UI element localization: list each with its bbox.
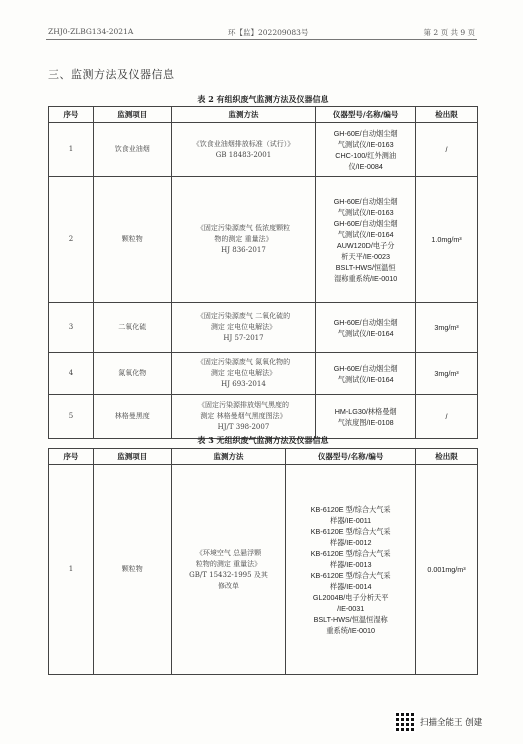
monitoring-item: 饮食业油烟 [93,123,171,177]
detection-limit: 1.0mg/m³ [416,177,478,303]
monitoring-item: 林格曼黑度 [93,395,171,439]
instrument-info [316,353,416,395]
instrument-info [316,395,416,439]
instrument-info-line: 重系统/IE-0010 [326,625,376,635]
table2-caption: 表 2 有组织废气监测方法及仪器信息 [197,94,329,104]
monitoring-method [171,123,316,177]
table-row [49,465,478,675]
instrument-info-line: BSLT-HWS/恒温恒 [335,262,396,272]
monitoring-method-line: 测定 林格曼烟气黑度图法》 [200,412,287,420]
monitoring-method-line: 粒物的测定 重量法》 [195,559,262,568]
instrument-info-line: GL2004B/电子分析天平 [312,592,389,602]
page-counter: 第 2 页 共 9 页 [423,28,475,37]
instrument-info-line: /IE-0031 [337,603,365,613]
detection-limit: / [416,123,478,177]
instrument-info-line: 析天平/IE-0023 [341,251,391,261]
monitoring-method-line: 《饮食业油烟排放标准（试行）》 [192,139,295,148]
report-number: ZHJ0-ZLBG134-2021A [48,27,134,36]
row-number: 5 [49,395,94,439]
instrument-info-line: 气测试仪/IE-0163 [337,207,394,217]
table2 [48,106,478,439]
monitoring-method [171,303,316,353]
row-number: 4 [49,353,94,395]
monitoring-method-line: 《固定污染源排放烟气黑度的 [197,401,289,409]
instrument-info-line: BSLT-HWS/恒温恒湿称 [313,614,388,624]
monitoring-method-line: 《固定污染源废气 氮氧化物的 [196,358,291,366]
page-header [48,27,475,39]
detection-limit: 3mg/m³ [416,303,478,353]
table-row [49,395,478,439]
instrument-info-line: 湿称重系统/IE-0010 [334,273,398,283]
column-header: 监测方法 [171,107,316,123]
monitoring-method-line: HJ 836-2017 [221,246,266,254]
document-code: 环【监】202209083号 [228,28,309,37]
column-header: 检出限 [416,107,478,123]
column-header: 仪器型号/名称/编号 [286,449,416,465]
instrument-info-line: AUW120D/电子分 [336,240,395,250]
column-header: 监测项目 [93,449,171,465]
instrument-info-line: 样器/IE-0012 [329,537,372,547]
monitoring-method-line: 物的测定 重量法》 [214,235,273,243]
monitoring-method-line: GB/T 15432-1995 及其 [189,570,268,579]
instrument-info-line: CHC-100/红外测油 [335,150,397,160]
instrument-info-line: GH-60E/自动烟尘烟 [333,218,398,228]
instrument-info [316,177,416,303]
instrument-info-line: 气浓度图/IE-0108 [337,417,394,427]
monitoring-method [171,465,286,675]
instrument-info-line: 仪/IE-0084 [348,161,383,171]
row-number: 1 [49,465,94,675]
instrument-info-line: KB-6120E 型/综合大气采 [310,548,391,558]
monitoring-method-line: 修改单 [217,581,239,590]
monitoring-method-line: 测定 定电位电解法》 [210,369,277,377]
instrument-info-line: GH-60E/自动烟尘烟 [333,196,398,206]
monitoring-method-line: 《固定污染源废气 低浓度颗粒 [196,224,291,232]
monitoring-method-line: 《固定污染源废气 二氧化硫的 [196,312,291,320]
instrument-info [316,123,416,177]
monitoring-item: 颗粒物 [93,177,171,303]
table3 [48,448,478,675]
monitoring-method-line: 《环境空气 总悬浮颗 [195,548,262,557]
table2-header-row [49,107,478,123]
monitoring-method [171,177,316,303]
monitoring-item: 二氧化硫 [93,303,171,353]
table-row [49,353,478,395]
instrument-info-line: 气测试仪/IE-0164 [337,328,394,338]
column-header: 监测方法 [171,449,286,465]
instrument-info-line: GH-60E/自动烟尘烟 [333,317,398,327]
instrument-info-line: 气测试仪/IE-0164 [337,374,394,384]
instrument-info-line: 气测试仪/IE-0164 [337,229,394,239]
instrument-info-line: 气测试仪/IE-0163 [337,139,394,149]
column-header: 检出限 [416,449,478,465]
column-header: 仪器型号/名称/编号 [316,107,416,123]
column-header: 监测项目 [93,107,171,123]
instrument-info-line: 样器/IE-0013 [329,559,372,569]
table-row [49,123,478,177]
table3-header-row [49,449,478,465]
column-header: 序号 [49,449,94,465]
table3-caption: 表 3 无组织废气监测方法及仪器信息 [197,435,329,445]
monitoring-method-line: HJ/T 398-2007 [217,423,270,431]
monitoring-method-line: 测定 定电位电解法》 [210,323,277,331]
instrument-info-line: KB-6120E 型/综合大气采 [310,526,391,536]
table-row [49,303,478,353]
table-row [49,177,478,303]
monitoring-method-line: HJ 693-2014 [221,380,266,388]
column-header: 序号 [49,107,94,123]
monitoring-method-line: GB 18483-2001 [215,150,272,159]
monitoring-item: 颗粒物 [93,465,171,675]
row-number: 1 [49,123,94,177]
qr-code-icon [394,711,416,733]
row-number: 3 [49,303,94,353]
monitoring-method [171,353,316,395]
instrument-info-line: KB-6120E 型/综合大气采 [310,504,391,514]
instrument-info-line: 样器/IE-0011 [330,515,372,525]
monitoring-method-line: HJ 57-2017 [223,334,264,342]
header-divider [46,39,477,40]
instrument-info [316,303,416,353]
detection-limit: 3mg/m³ [416,353,478,395]
instrument-info-line: GH-60E/自动烟尘烟 [333,363,398,373]
instrument-info-line: GH-60E/自动烟尘烟 [333,128,398,138]
instrument-info-line: KB-6120E 型/综合大气采 [310,570,391,580]
instrument-info-line: 样器/IE-0014 [329,581,372,591]
row-number: 2 [49,177,94,303]
scanner-watermark: 扫描全能王 创建 [420,718,483,728]
monitoring-item: 氮氧化物 [93,353,171,395]
monitoring-method [171,395,316,439]
detection-limit: / [416,395,478,439]
instrument-info [286,465,416,675]
section-title: 三、监测方法及仪器信息 [48,68,175,81]
instrument-info-line: HM-LG30/林格曼烟 [334,406,397,416]
detection-limit: 0.001mg/m³ [416,465,478,675]
